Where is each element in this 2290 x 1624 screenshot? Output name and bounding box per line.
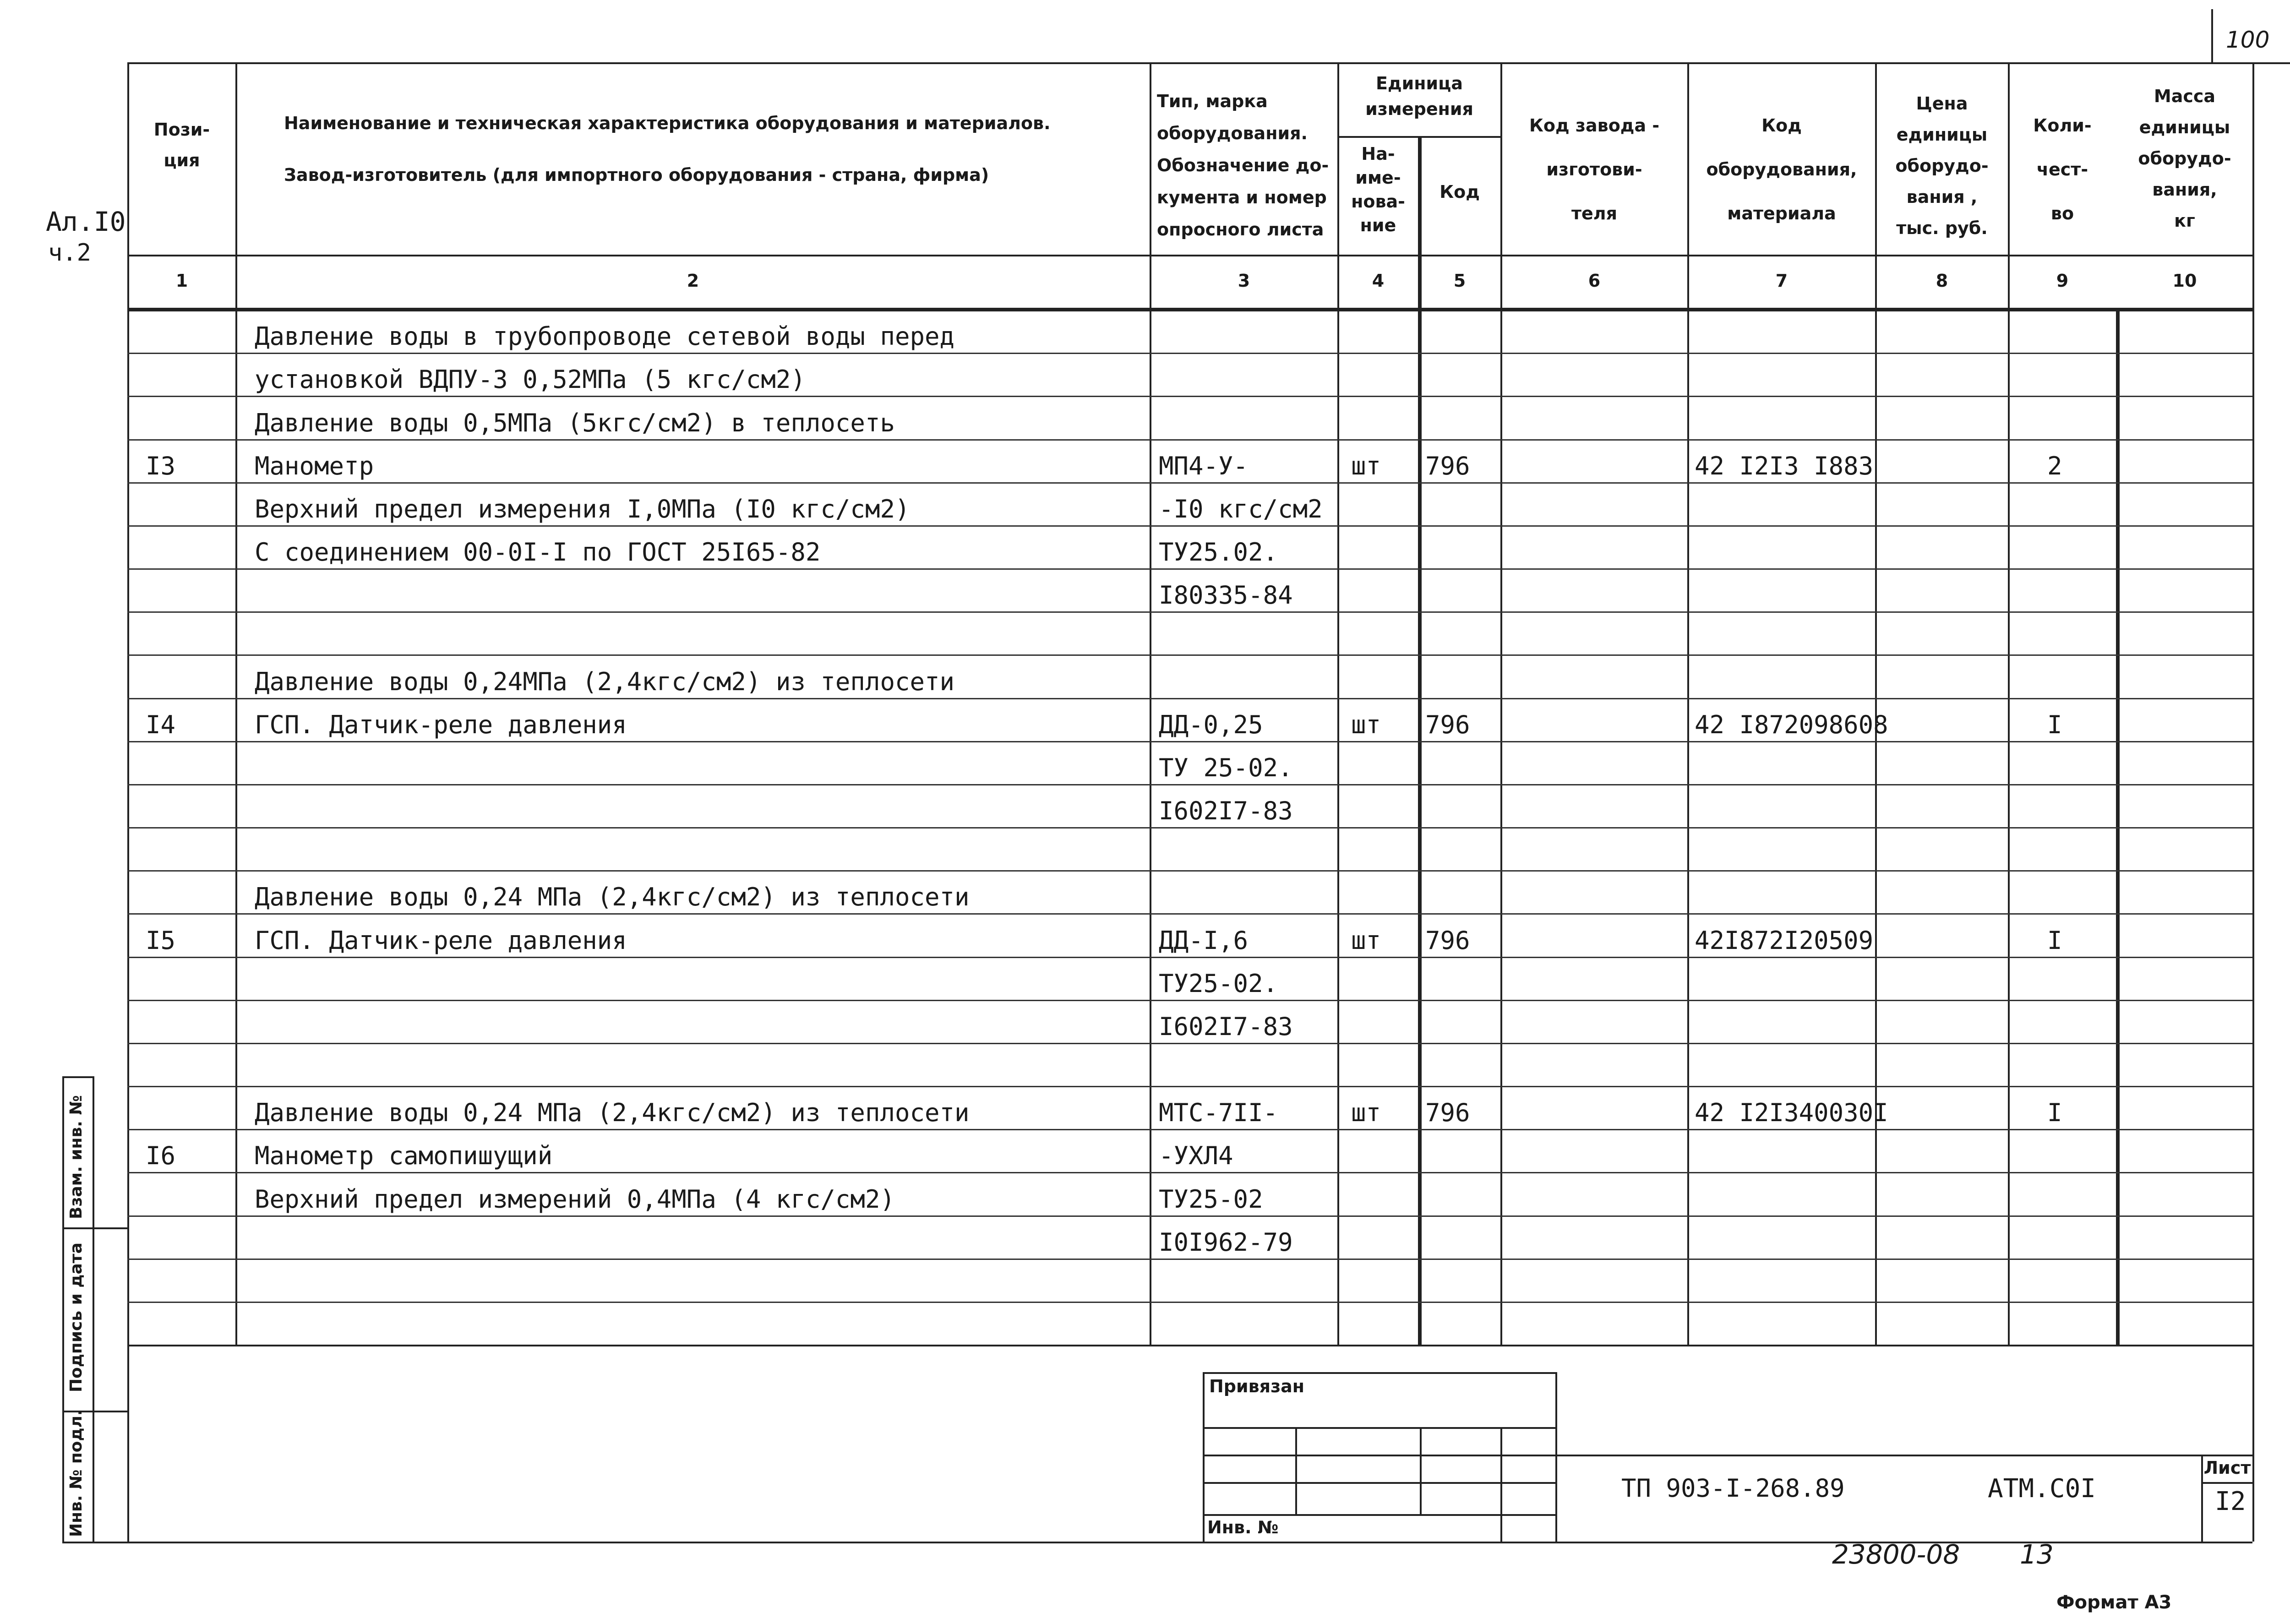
header-unit-name-l2: име- <box>1355 168 1401 188</box>
row-name: ГСП. Датчик-реле давления <box>255 710 627 739</box>
header-unit-group-l1: Единица <box>1376 73 1463 93</box>
header-position-l2: ция <box>164 150 200 170</box>
header-equip-code-l2: оборудования, <box>1706 159 1857 180</box>
stamp-privyazan: Привязан <box>1209 1376 1305 1396</box>
row-divider <box>127 353 2252 354</box>
sheet-number: I2 <box>2215 1487 2246 1516</box>
row-type: I0I962-79 <box>1159 1228 1293 1257</box>
side-label-1: Ал.I0 <box>46 206 126 237</box>
header-mass-l4: вания, <box>2152 180 2217 200</box>
col-number-6: 6 <box>1588 271 1601 291</box>
row-position: I3 <box>146 452 176 480</box>
header-unit-name-l4: ние <box>1360 215 1396 235</box>
col-number-8: 8 <box>1936 271 1948 291</box>
header-factory-l2: изготови- <box>1546 159 1642 180</box>
row-unit-name: шт <box>1351 926 1381 955</box>
header-factory-l3: теля <box>1571 203 1618 223</box>
row-divider <box>127 525 2252 527</box>
row-divider <box>127 827 2252 828</box>
row-type: I602I7-83 <box>1159 796 1293 825</box>
row-name: Давление воды 0,24МПа (2,4кгс/см2) из теплосети <box>255 667 955 696</box>
header-qty-l2: чест- <box>2036 159 2088 180</box>
row-divider <box>127 654 2252 656</box>
header-price-l2: единицы <box>1896 125 1988 145</box>
row-type: ТУ25-02. <box>1159 969 1278 998</box>
row-type: I602I7-83 <box>1159 1012 1293 1041</box>
doc-mark: АТМ.С0I <box>1988 1474 2096 1504</box>
sheet-label: Лист <box>2203 1458 2251 1478</box>
row-divider <box>127 396 2252 397</box>
archive-sheet: 13 <box>2020 1539 2054 1570</box>
row-name: Верхний предел измерений 0,4МПа (4 кгс/см2) <box>255 1185 895 1214</box>
header-position-l1: Пози- <box>153 120 210 140</box>
stamp-vzam-inv: Взам. инв. № <box>67 1095 86 1219</box>
header-qty-l3: во <box>2050 203 2074 223</box>
stamp-podpis-data: Подпись и дата <box>67 1243 86 1392</box>
row-name: Давление воды 0,24 МПа (2,4кгс/см2) из теплосети <box>255 1098 970 1127</box>
side-label-2: ч.2 <box>48 239 91 267</box>
row-quantity: 2 <box>2047 452 2062 480</box>
row-name: Давление воды 0,5МПа (5кгс/см2) в теплосеть <box>255 409 895 437</box>
row-divider <box>127 1259 2252 1260</box>
col-number-4: 4 <box>1372 271 1385 291</box>
header-type-l4: кумента и номер <box>1157 187 1327 207</box>
header-factory-l1: Код завода - <box>1529 115 1660 136</box>
header-mass-l5: кг <box>2174 211 2195 231</box>
col-number-5: 5 <box>1453 271 1466 291</box>
row-divider <box>127 439 2252 441</box>
header-type-l5: опросного листа <box>1157 219 1324 240</box>
row-type: ТУ 25-02. <box>1159 753 1293 782</box>
header-mass-l1: Масса <box>2154 86 2216 106</box>
row-divider <box>127 957 2252 958</box>
row-equipment-code: 42I872I20509 <box>1695 926 1874 955</box>
header-type-l3: Обозначение до- <box>1157 155 1329 175</box>
col-number-1: 1 <box>175 271 188 291</box>
row-name: ГСП. Датчик-реле давления <box>255 926 627 955</box>
row-name: Верхний предел измерения I,0МПа (I0 кгс/см2) <box>255 495 910 523</box>
header-equip-code-l3: материала <box>1727 203 1836 223</box>
row-name: С соединением 00-0I-I по ГОСТ 25I65-82 <box>255 538 821 567</box>
row-name: Давление воды 0,24 МПа (2,4кгс/см2) из теплосети <box>255 883 970 911</box>
header-type-l1: Тип, марка <box>1157 91 1268 111</box>
row-unit-code: 796 <box>1425 926 1470 955</box>
row-name: Манометр самопишущий <box>255 1141 553 1170</box>
row-unit-name: шт <box>1351 710 1381 739</box>
row-divider <box>127 1086 2252 1087</box>
header-unit-group-l2: измерения <box>1365 99 1473 119</box>
row-name: установкой ВДПУ-3 0,52МПа (5 кгс/см2) <box>255 365 806 394</box>
row-divider <box>127 870 2252 872</box>
row-type: МТС-7II- <box>1159 1098 1278 1127</box>
doc-code: ТП 903-I-268.89 <box>1621 1474 1845 1503</box>
row-divider <box>127 611 2252 613</box>
row-equipment-code: 42 I2I340030I <box>1695 1098 1888 1127</box>
header-price-l5: тыс. руб. <box>1896 218 1988 238</box>
header-qty-l1: Коли- <box>2033 115 2092 136</box>
row-divider <box>127 913 2252 915</box>
row-type: -I0 кгс/см2 <box>1159 495 1323 523</box>
stamp-inv-podl: Инв. № подл. <box>67 1409 86 1537</box>
row-type: -УХЛ4 <box>1159 1141 1233 1170</box>
row-position: I5 <box>146 926 176 955</box>
row-position: I4 <box>146 710 176 739</box>
archive-number: 23800-08 <box>1832 1539 1960 1570</box>
row-equipment-code: 42 I872098608 <box>1695 710 1888 739</box>
row-type: I80335-84 <box>1159 581 1293 610</box>
row-divider <box>127 1215 2252 1217</box>
col-number-2: 2 <box>687 271 699 291</box>
col-number-3: 3 <box>1238 271 1250 291</box>
row-type: ТУ25.02. <box>1159 538 1278 567</box>
row-position: I6 <box>146 1141 176 1170</box>
row-divider <box>127 741 2252 742</box>
row-divider <box>127 482 2252 484</box>
row-type: ДД-0,25 <box>1159 710 1263 739</box>
row-divider <box>127 1302 2252 1303</box>
header-price-l1: Цена <box>1916 93 1968 114</box>
header-equip-code-l1: Код <box>1761 115 1802 136</box>
header-mass-l3: оборудо- <box>2138 148 2231 169</box>
header-price-l4: вания , <box>1906 187 1978 207</box>
header-name-l1: Наименование и техническая характеристика оборудования и материалов. <box>284 113 1051 133</box>
row-divider <box>127 1172 2252 1173</box>
col-number-10: 10 <box>2172 271 2197 291</box>
col-number-9: 9 <box>2056 271 2069 291</box>
row-quantity: I <box>2047 1098 2062 1127</box>
header-unit-name-l3: нова- <box>1351 191 1405 212</box>
row-quantity: I <box>2047 926 2062 955</box>
row-divider <box>127 1000 2252 1001</box>
row-divider <box>127 1129 2252 1130</box>
row-divider <box>127 784 2252 785</box>
row-quantity: I <box>2047 710 2062 739</box>
row-divider <box>127 568 2252 570</box>
format-label: Формат А3 <box>2056 1592 2172 1613</box>
header-price-l3: оборудо- <box>1895 156 1989 176</box>
row-unit-name: шт <box>1351 1098 1381 1127</box>
row-equipment-code: 42 I2I3 I883 <box>1695 452 1874 480</box>
stamp-inv-no: Инв. № <box>1207 1517 1279 1537</box>
row-name: Давление воды в трубопроводе сетевой воды перед <box>255 322 955 351</box>
row-unit-code: 796 <box>1425 452 1470 480</box>
header-type-l2: оборудования. <box>1157 123 1308 143</box>
row-type: ДД-I,6 <box>1159 926 1249 955</box>
row-divider <box>127 1043 2252 1044</box>
row-type: ТУ25-02 <box>1159 1185 1263 1214</box>
header-mass-l2: единицы <box>2139 117 2230 137</box>
col-number-7: 7 <box>1775 271 1788 291</box>
sheet-mark: 100 <box>2226 27 2270 53</box>
header-name-l2: Завод-изготовитель (для импортного оборудования - страна, фирма) <box>284 164 989 185</box>
row-unit-code: 796 <box>1425 1098 1470 1127</box>
header-unit-code: Код <box>1439 182 1480 202</box>
header-unit-name-l1: На- <box>1361 144 1395 164</box>
row-name: Манометр <box>255 452 374 480</box>
row-unit-code: 796 <box>1425 710 1470 739</box>
row-type: МП4-У- <box>1159 452 1249 480</box>
row-divider <box>127 698 2252 699</box>
row-unit-name: шт <box>1351 452 1381 480</box>
